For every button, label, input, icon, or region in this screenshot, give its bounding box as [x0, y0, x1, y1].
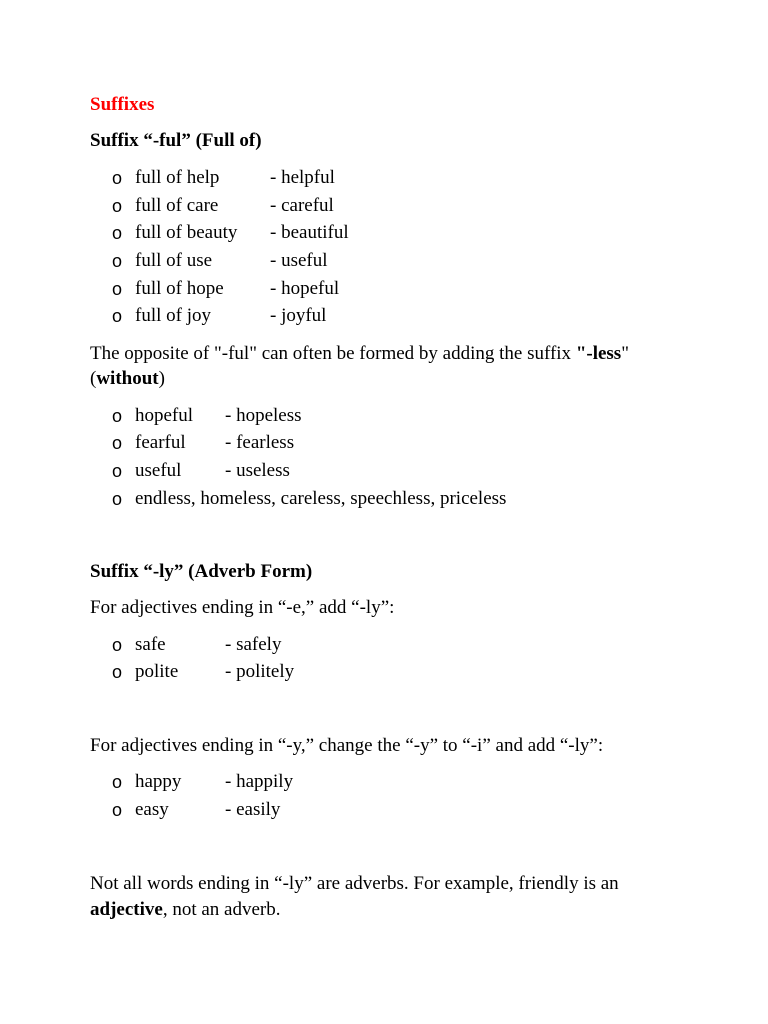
rule-y-text: For adjectives ending in “-y,” change the “-y” to “-i” and add “-ly”: — [90, 735, 604, 756]
list-item-result: - easily — [225, 799, 281, 820]
list-item-result: - joyful — [270, 305, 327, 326]
bullet-marker: o — [112, 772, 123, 792]
list-item-phrase: full of care — [135, 195, 219, 216]
bullet-marker: o — [112, 662, 123, 682]
close-paren: ) — [158, 368, 165, 389]
list-item-result: - useful — [270, 250, 328, 271]
list-item-word: easy — [135, 799, 169, 820]
less-suffix-emphasis: "-less — [575, 343, 622, 364]
list-item-result: - happily — [225, 771, 294, 792]
section-heading-ful: Suffix “-ful” (Full of) — [90, 130, 262, 151]
list-item-result: - beautiful — [270, 222, 349, 243]
list-item-result: - hopeful — [270, 278, 340, 299]
bullet-marker: o — [112, 635, 123, 655]
section-heading-ly: Suffix “-ly” (Adverb Form) — [90, 561, 313, 582]
bullet-marker: o — [112, 251, 123, 271]
list-item-word: hopeful — [135, 405, 194, 426]
opposite-note-line2 — [90, 367, 165, 391]
bullet-marker: o — [112, 168, 123, 188]
bullet-marker: o — [112, 800, 123, 820]
open-paren: ( — [90, 368, 97, 389]
list-item-phrase: full of beauty — [135, 222, 238, 243]
list-item-result: - hopeless — [225, 405, 302, 426]
list-item-phrase: full of use — [135, 250, 213, 271]
list-item-phrase: full of hope — [135, 278, 224, 299]
bullet-marker: o — [112, 489, 123, 509]
adjective-emphasis: adjective — [90, 899, 163, 920]
list-item-word: useful — [135, 460, 182, 481]
bullet-marker: o — [112, 196, 123, 216]
document-title: Suffixes — [90, 94, 155, 115]
closing-note-line1: Not all words ending in “-ly” are adverbs. For example, friendly is an — [90, 873, 619, 894]
list-item-word: fearful — [135, 432, 186, 453]
list-item-result: - safely — [225, 634, 282, 655]
rule-e-text: For adjectives ending in “-e,” add “-ly”: — [90, 597, 395, 618]
list-item-phrase: full of help — [135, 167, 220, 188]
list-item-result: - careful — [270, 195, 334, 216]
closing-note-line2 — [90, 898, 280, 922]
list-item-word: happy — [135, 771, 182, 792]
opposite-note-line1 — [90, 342, 629, 366]
without-emphasis: without — [96, 368, 159, 389]
opposite-note-text: The opposite of "-ful" can often be formed by adding the suffix — [90, 343, 576, 364]
bullet-marker: o — [112, 306, 123, 326]
bullet-marker: o — [112, 223, 123, 243]
list-item-examples: endless, homeless, careless, speechless, priceless — [135, 488, 507, 509]
list-item-result: - fearless — [225, 432, 295, 453]
bullet-marker: o — [112, 406, 123, 426]
closing-quote: " — [621, 343, 629, 364]
list-item-result: - useless — [225, 460, 290, 481]
bullet-marker: o — [112, 279, 123, 299]
list-item-result: - politely — [225, 661, 295, 682]
closing-note-rest: , not an adverb. — [162, 899, 281, 920]
bullet-marker: o — [112, 461, 123, 481]
list-item-phrase: full of joy — [135, 305, 211, 326]
bullet-marker: o — [112, 433, 123, 453]
list-item-result: - helpful — [270, 167, 335, 188]
list-item-word: polite — [135, 661, 179, 682]
list-item-word: safe — [135, 634, 166, 655]
